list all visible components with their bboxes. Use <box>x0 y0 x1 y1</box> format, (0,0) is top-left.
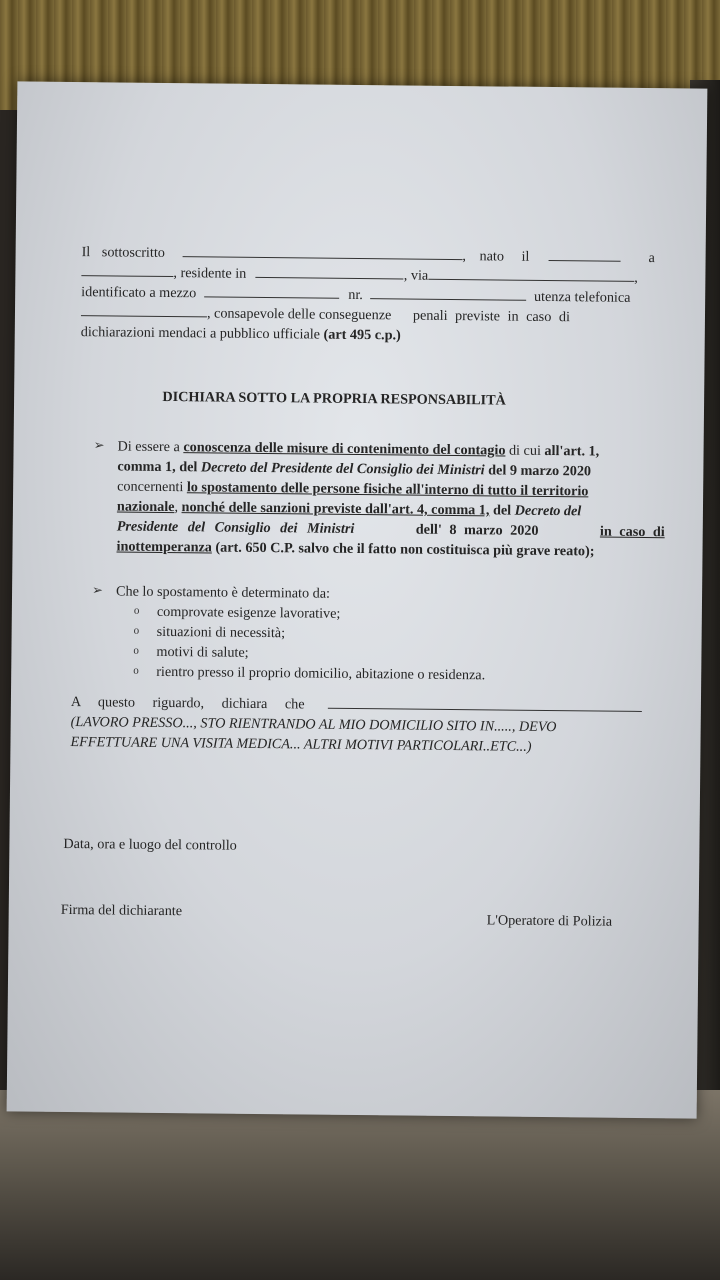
b2-intro: Che lo spostamento è determinato da: <box>115 583 331 602</box>
police-signature-label: L'Operatore di Polizia <box>486 912 613 930</box>
arrow-bullet-icon: ➢ <box>92 582 104 598</box>
b1-line-3: concernenti lo spostamento delle persone fisiche all'interno di tutto il territorio <box>117 478 589 500</box>
arrow-bullet-icon: ➢ <box>93 437 105 453</box>
id-document-blank[interactable] <box>204 283 339 298</box>
b1-line-2: comma 1, del Decreto del Presidente del Consiglio dei Ministri del 9 marzo 2020 <box>117 458 592 480</box>
b1-line-5: Presidente del Consiglio dei Ministri dell' 8 marzo 2020 in caso di <box>116 518 665 541</box>
intro-line-2: , residente in , via , <box>81 262 638 288</box>
reason-item: rientro presso il proprio domicilio, abitazione o residenza. <box>156 663 486 684</box>
paper-document <box>7 81 708 1118</box>
birth-place-blank[interactable] <box>81 262 173 277</box>
intro-line-1: Il sottoscritto , nato il a <box>81 244 655 267</box>
reason-item: comprovate esigenze lavorative; <box>156 603 341 622</box>
reason-item: situazioni di necessità; <box>156 623 286 642</box>
reason-item: motivi di salute; <box>156 643 249 661</box>
date-place-label: Data, ora e luogo del controllo <box>63 835 237 854</box>
circle-bullet-icon: o <box>133 624 140 637</box>
circle-bullet-icon: o <box>133 644 140 657</box>
intro-line-5: dichiarazioni mendaci a pubblico ufficiale (art 495 c.p.) <box>80 324 401 344</box>
circle-bullet-icon: o <box>133 604 140 617</box>
birth-date-blank[interactable] <box>549 247 621 262</box>
b1-line-1: Di essere a conoscenza delle misure di contenimento del contagio di cui all'art. 1, <box>117 438 600 460</box>
declarant-signature-label: Firma del dichiarante <box>60 901 183 920</box>
intro-line-4: , consapevole delle conseguenze penali previste in caso di <box>81 302 570 327</box>
regard-line-3: EFFETTUARE UNA VISITA MEDICA... ALTRI MOTIVI PARTICOLARI..ETC...) <box>70 734 532 755</box>
street-blank[interactable] <box>428 266 634 282</box>
b1-line-6: inottemperanza (art. 650 C.P. salvo che il fatto non costituisca più grave reato); <box>116 538 595 560</box>
residence-blank[interactable] <box>256 264 404 280</box>
declaration-heading: DICHIARA SOTTO LA PROPRIA RESPONSABILITÀ <box>162 388 506 409</box>
background-table-surface <box>0 1090 720 1280</box>
regard-line-1: A questo riguardo, dichiara che <box>71 692 642 718</box>
regard-line-2: (LAVORO PRESSO..., STO RIENTRANDO AL MIO DOMICILIO SITO IN....., DEVO <box>70 714 557 736</box>
name-blank[interactable] <box>182 243 462 260</box>
phone-blank[interactable] <box>81 302 207 317</box>
intro-line-3: identificato a mezzo nr. utenza telefonica <box>81 284 631 306</box>
reason-blank[interactable] <box>328 695 642 712</box>
circle-bullet-icon: o <box>133 664 139 677</box>
b1-line-4: nazionale, nonché delle sanzioni previste dall'art. 4, comma 1, del Decreto del <box>116 498 582 520</box>
id-number-blank[interactable] <box>370 285 526 301</box>
